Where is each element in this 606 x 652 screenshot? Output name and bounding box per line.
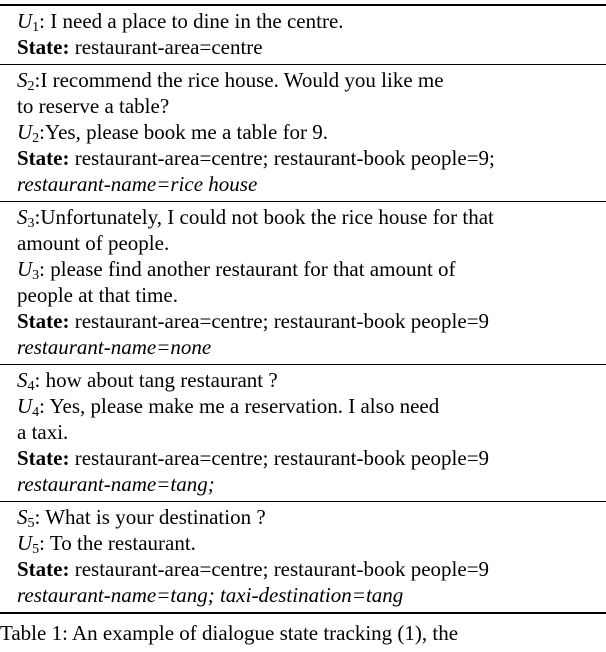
speaker-label: $S_4$ xyxy=(17,368,35,394)
state-label: State: xyxy=(17,446,70,470)
dialogue-turn-block xyxy=(0,6,606,64)
utterance-line xyxy=(17,256,606,282)
utterance-text: :Yes, please book me a table for 9. xyxy=(39,120,329,144)
state-label: State: xyxy=(17,35,70,59)
utterance-text: : To the restaurant. xyxy=(39,531,196,555)
slot-value: restaurant-name=none xyxy=(17,335,212,359)
text-line xyxy=(17,282,606,308)
turn-index: 3 xyxy=(27,216,35,231)
dialogue-turn-block xyxy=(0,64,606,201)
utterance-line xyxy=(17,367,606,393)
speaker-label: $S_3$ xyxy=(17,205,35,231)
state-line xyxy=(17,145,606,171)
speaker-label: $U_2$ xyxy=(17,120,40,146)
turn-index: 2 xyxy=(27,79,35,94)
dialogue-turn-block xyxy=(0,364,606,501)
dialogue-turn-block xyxy=(0,201,606,364)
turn-index: 5 xyxy=(32,542,40,557)
utterance-text: :Unfortunately, I could not book the rice house for that xyxy=(34,205,494,229)
state-label: State: xyxy=(17,557,70,581)
utterance-text: : I need a place to dine in the centre. xyxy=(39,9,344,33)
turn-index: 4 xyxy=(27,379,35,394)
text-line xyxy=(17,419,606,445)
table-caption: Table 1: An example of dialogue state tracking (1), the xyxy=(0,621,459,645)
state-values: restaurant-area=centre; restaurant-book people=9; xyxy=(69,146,495,170)
turn-index: 2 xyxy=(32,131,40,146)
utterance-line xyxy=(17,8,606,34)
speaker-label: $U_3$ xyxy=(17,257,40,283)
text-line xyxy=(17,334,606,360)
utterance-text: to reserve a table? xyxy=(17,94,170,118)
utterance-line xyxy=(17,504,606,530)
text-line xyxy=(17,171,606,197)
text-line xyxy=(17,582,606,608)
state-values: restaurant-area=centre xyxy=(69,35,263,59)
state-values: restaurant-area=centre; restaurant-book people=9 xyxy=(69,446,490,470)
speaker-label: $U_5$ xyxy=(17,531,40,557)
utterance-text: : please find another restaurant for that amount of xyxy=(39,257,456,281)
state-label: State: xyxy=(17,309,70,333)
dialogue-state-table xyxy=(0,4,606,614)
state-line xyxy=(17,34,606,60)
utterance-line xyxy=(17,204,606,230)
state-line xyxy=(17,445,606,471)
slot-value: restaurant-name=tang; taxi-destination=tang xyxy=(17,583,404,607)
text-line xyxy=(17,230,606,256)
state-line xyxy=(17,308,606,334)
text-line xyxy=(17,93,606,119)
utterance-text: a taxi. xyxy=(17,420,69,444)
state-values: restaurant-area=centre; restaurant-book people=9 xyxy=(69,309,490,333)
utterance-text: people at that time. xyxy=(17,283,178,307)
speaker-label: $U_1$ xyxy=(17,9,40,35)
utterance-text: : What is your destination ? xyxy=(34,505,266,529)
utterance-line xyxy=(17,393,606,419)
dialogue-turn-block xyxy=(0,501,606,612)
turn-index: 1 xyxy=(32,20,40,35)
speaker-label: $S_5$ xyxy=(17,505,35,531)
utterance-text: :I recommend the rice house. Would you like me xyxy=(34,68,444,92)
utterance-text: : Yes, please make me a reservation. I also need xyxy=(39,394,440,418)
utterance-text: amount of people. xyxy=(17,231,170,255)
turn-index: 5 xyxy=(27,516,35,531)
state-line xyxy=(17,556,606,582)
turn-index: 4 xyxy=(32,405,40,420)
text-line xyxy=(17,471,606,497)
utterance-line xyxy=(17,119,606,145)
speaker-label: $S_2$ xyxy=(17,68,35,94)
state-label: State: xyxy=(17,146,70,170)
turn-index: 3 xyxy=(32,268,40,283)
slot-value: restaurant-name=rice house xyxy=(17,172,258,196)
slot-value: restaurant-name=tang; xyxy=(17,472,215,496)
state-values: restaurant-area=centre; restaurant-book people=9 xyxy=(69,557,490,581)
speaker-label: $U_4$ xyxy=(17,394,40,420)
utterance-text: : how about tang restaurant ? xyxy=(34,368,278,392)
utterance-line xyxy=(17,530,606,556)
utterance-line xyxy=(17,67,606,93)
